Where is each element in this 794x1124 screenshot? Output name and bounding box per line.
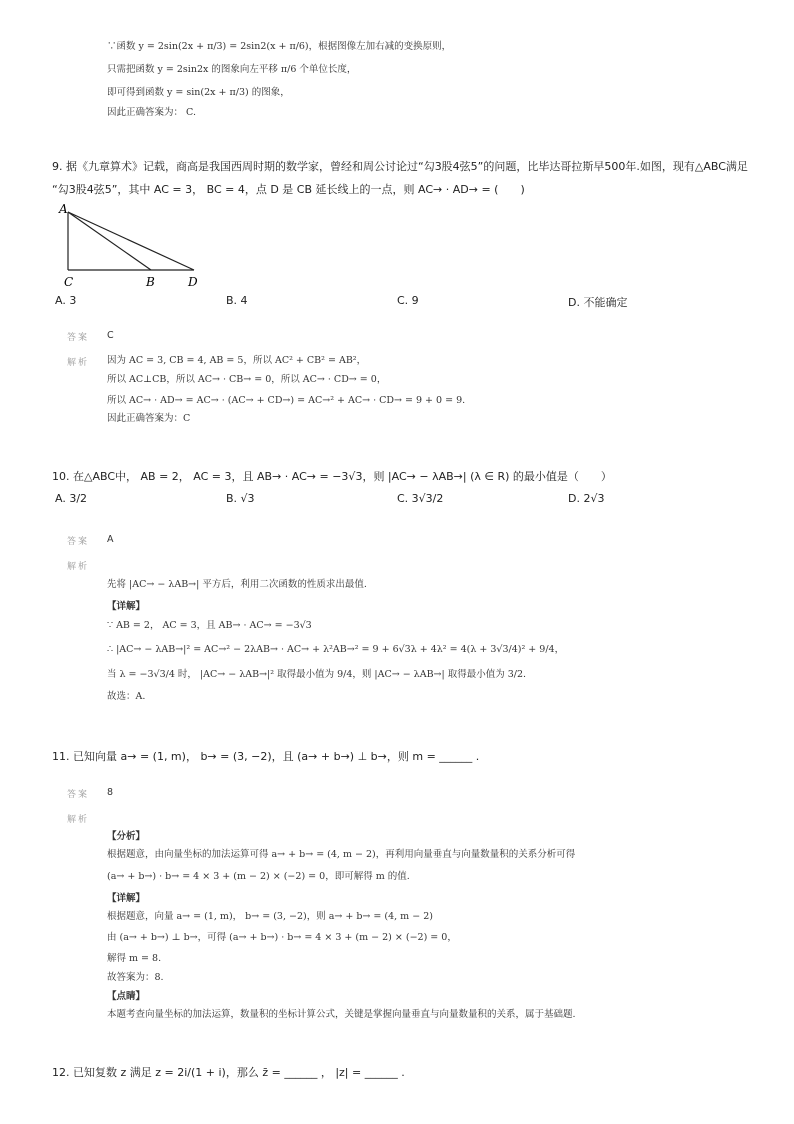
analysis-line: 先将 |AC→ − λAB→| 平方后，利用二次函数的性质求出最值. [107, 579, 367, 590]
answer-value: 8 [107, 787, 114, 798]
prev-solution-line: 因此正确答案为： C. [107, 107, 196, 118]
question-stem: 11. 已知向量 a→ = (1, m)， b→ = (3, −2)，且 (a→ + b→) ⊥ b→，则 m = ______ . [52, 750, 480, 763]
triangle-figure [52, 200, 212, 292]
label-b: B [146, 275, 155, 289]
option-b: B. √3 [226, 492, 255, 505]
analysis-label: 解析 [67, 815, 90, 825]
analysis-line: 所以 AC⊥CB，所以 AC→ · CB→ = 0，所以 AC→ · CD→ = 0， [107, 374, 387, 385]
option-d: D. 不能确定 [568, 296, 628, 309]
label-d: D [188, 275, 198, 289]
analysis-line: (a→ + b→) · b→ = 4 × 3 + (m − 2) × (−2) = 0，即可解得 m 的值. [107, 871, 410, 882]
analysis-heading: 【详解】 [107, 893, 146, 904]
analysis-line: 因此正确答案为：C [107, 413, 191, 424]
analysis-heading: 【分析】 [107, 831, 146, 842]
analysis-line: 根据题意，由向量坐标的加法运算可得 a→ + b→ = (4, m − 2)，再利用向量垂直与向量数量积的关系分析可得 [107, 849, 576, 860]
option-c: C. 9 [397, 294, 419, 307]
prev-solution-line: 只需把函数 y = 2sin2x 的图象向左平移 π/6 个单位长度， [107, 64, 357, 75]
analysis-heading: 【点睛】 [107, 991, 146, 1002]
analysis-line: 所以 AC→ · AD→ = AC→ · (AC→ + CD→) = AC→² + AC→ · CD→ = 9 + 0 = 9. [107, 395, 466, 406]
answer-value: A [107, 534, 114, 545]
analysis-label: 解析 [67, 562, 90, 572]
analysis-label: 解析 [67, 358, 90, 368]
prev-solution-line: ∵函数 y = 2sin(2x + π/3) = 2sin2(x + π/6)，根据图像左加右减的变换原则， [107, 41, 452, 52]
option-b: B. 4 [226, 294, 248, 307]
option-a: A. 3 [55, 294, 77, 307]
analysis-line: ∵ AB = 2， AC = 3，且 AB→ · AC→ = −3√3 [107, 620, 312, 631]
question-stem: “勾3股4弦5”，其中 AC = 3， BC = 4，点 D 是 CB 延长线上的一点，则 AC→ · AD→ = ( ) [52, 183, 525, 196]
analysis-line: 根据题意，向量 a→ = (1, m)， b→ = (3, −2)，则 a→ + b→ = (4, m − 2) [107, 911, 433, 922]
analysis-line: ∴ |AC→ − λAB→|² = AC→² − 2λAB→ · AC→ + λ²AB→² = 9 + 6√3λ + 4λ² = 4(λ + 3√3/4)² + 9/4， [107, 644, 565, 655]
analysis-line: 因为 AC = 3, CB = 4, AB = 5，所以 AC² + CB² = AB²， [107, 355, 367, 366]
analysis-heading: 【详解】 [107, 601, 146, 612]
question-stem: 12. 已知复数 z 满足 z = 2i/(1 + i)，那么 z̄ = ______ ， |z| = ______ . [52, 1066, 405, 1079]
analysis-line: 当 λ = −3√3/4 时， |AC→ − λAB→|² 取得最小值为 9/4，则 |AC→ − λAB→| 取得最小值为 3/2. [107, 669, 527, 680]
analysis-line: 故选：A. [107, 691, 146, 702]
label-a: A [59, 202, 68, 216]
analysis-line: 本题考查向量坐标的加法运算，数量积的坐标计算公式，关键是掌握向量垂直与向量数量积的关系，属于基础题. [107, 1009, 576, 1020]
question-stem: 9. 据《九章算术》记载，商高是我国西周时期的数学家，曾经和周公讨论过“勾3股4弦5”的问题，比毕达哥拉斯早500年.如图，现有△ABC满足 [52, 160, 748, 173]
question-stem: 10. 在△ABC中， AB = 2， AC = 3，且 AB→ · AC→ = −3√3，则 |AC→ − λAB→| (λ ∈ R) 的最小值是（ ） [52, 470, 612, 483]
analysis-line: 故答案为：8. [107, 972, 164, 983]
option-a: A. 3/2 [55, 492, 88, 505]
answer-label: 答案 [67, 333, 90, 343]
answer-label: 答案 [67, 537, 90, 547]
answer-label: 答案 [67, 790, 90, 800]
option-d: D. 2√3 [568, 492, 605, 505]
prev-solution-line: 即可得到函数 y = sin(2x + π/3) 的图象， [107, 87, 290, 98]
analysis-line: 解得 m = 8. [107, 953, 162, 964]
option-c: C. 3√3/2 [397, 492, 444, 505]
label-c: C [64, 275, 74, 289]
answer-value: C [107, 330, 114, 341]
analysis-line: 由 (a→ + b→) ⊥ b→，可得 (a→ + b→) · b→ = 4 × 3 + (m − 2) × (−2) = 0， [107, 932, 457, 943]
